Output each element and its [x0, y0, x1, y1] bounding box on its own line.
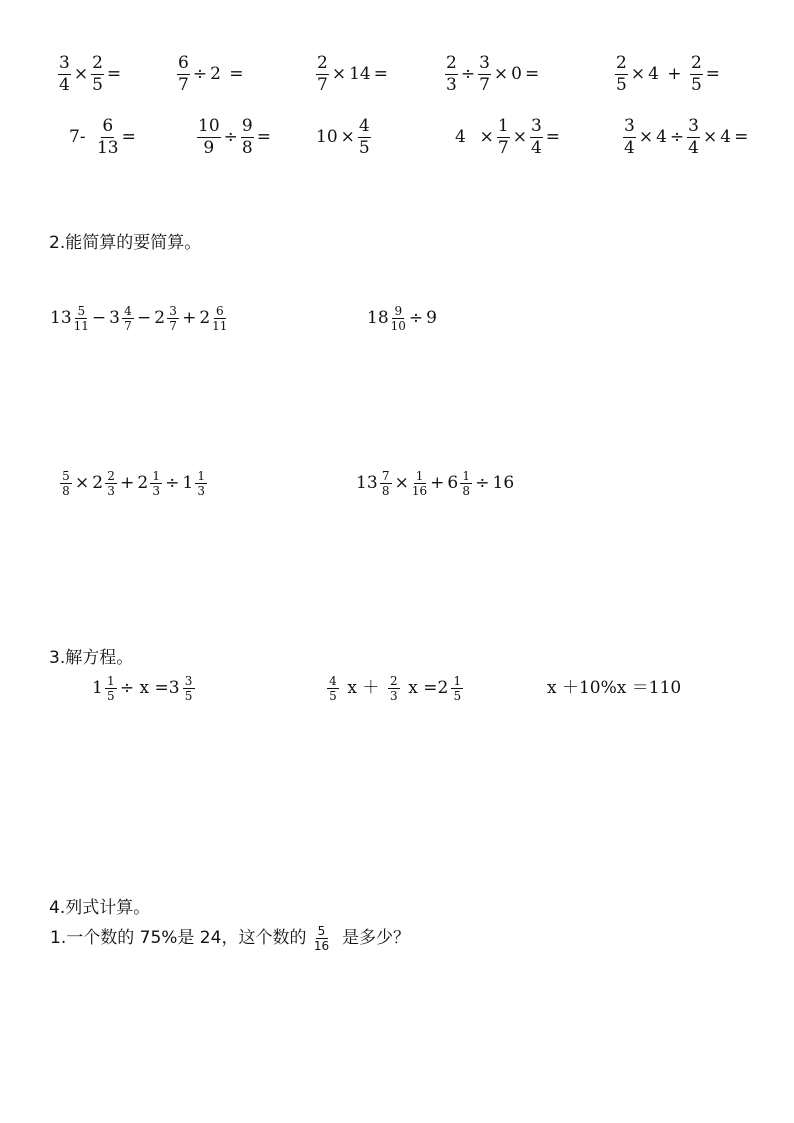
denominator: 5: [616, 75, 627, 95]
fraction: [195, 470, 207, 497]
number: 2: [137, 473, 149, 493]
denominator: 7: [497, 138, 509, 158]
operator: ×: [340, 127, 355, 147]
number: 6: [447, 473, 459, 493]
fraction: [478, 55, 491, 94]
numerator: 10: [198, 116, 220, 136]
numerator: 1: [497, 116, 509, 136]
fraction: [623, 118, 636, 157]
number: 13: [356, 473, 378, 493]
numerator: 2: [317, 53, 328, 73]
fraction: [687, 118, 700, 157]
operator: ×: [75, 473, 90, 493]
denominator: 13: [96, 138, 119, 158]
numerator: 5: [60, 470, 72, 484]
expr-r1-5: [614, 55, 722, 94]
number: 是多少？: [331, 928, 410, 948]
operator: =: [524, 64, 540, 84]
denominator: 5: [184, 689, 193, 703]
operator: ×: [512, 127, 527, 147]
numerator: 2: [690, 53, 702, 73]
equation-1: [91, 675, 196, 702]
fraction: [380, 470, 392, 497]
number: 4: [455, 127, 466, 147]
simplify-expr-4: [355, 470, 515, 497]
expr-r1-2: [176, 55, 246, 94]
fraction: [530, 118, 543, 157]
operator: =: [106, 64, 122, 84]
fraction: [150, 470, 162, 497]
fraction: [212, 305, 227, 332]
numerator: 4: [358, 116, 370, 136]
fraction: [316, 55, 329, 94]
fraction: [412, 470, 427, 497]
denominator: 5: [358, 138, 370, 158]
numerator: 3: [59, 53, 70, 73]
expr-r2-5: [622, 118, 750, 157]
operator: ÷: [192, 64, 208, 84]
numerator: 2: [446, 53, 457, 73]
section-4-title: 4.列式计算。: [49, 898, 151, 918]
denominator: 10: [390, 319, 406, 333]
expr-r2-1: [68, 118, 138, 157]
fraction: [60, 470, 72, 497]
operator: ÷: [165, 473, 180, 493]
denominator: 11: [212, 319, 228, 333]
denominator: 7: [178, 75, 189, 95]
operator: +: [182, 308, 197, 328]
numerator: 1: [150, 470, 162, 484]
simplify-expr-2: [366, 305, 438, 332]
denominator: 8: [62, 484, 70, 498]
numerator: 1: [414, 470, 426, 484]
numerator: 4: [327, 675, 339, 689]
denominator: 7: [169, 319, 177, 333]
numerator: 1: [195, 470, 207, 484]
fraction: [197, 118, 221, 157]
fraction: [58, 55, 71, 94]
number: 7-: [69, 127, 86, 147]
denominator: 11: [73, 319, 89, 333]
operator: ×: [394, 473, 409, 493]
denominator: 8: [462, 484, 471, 498]
number: 14: [349, 64, 371, 84]
denominator: 16: [313, 939, 330, 953]
numerator: 3: [624, 116, 635, 136]
numerator: 1: [460, 470, 472, 484]
number: 9: [426, 308, 437, 328]
operator: +: [430, 473, 445, 493]
denominator: 3: [389, 689, 398, 703]
fraction: [327, 675, 339, 702]
fraction: [388, 675, 400, 702]
number: 2: [210, 64, 221, 84]
operator: +: [661, 64, 687, 84]
fraction: [314, 925, 329, 952]
number: 4: [656, 127, 667, 147]
numerator: 2: [105, 470, 117, 484]
number: 2: [154, 308, 166, 328]
operator: =: [545, 127, 561, 147]
denominator: 5: [329, 689, 337, 703]
numerator: 6: [178, 53, 189, 73]
numerator: 6: [214, 305, 226, 319]
fraction: [445, 55, 458, 94]
simplify-expr-1: [49, 305, 228, 332]
denominator: 3: [446, 75, 457, 95]
denominator: 3: [107, 484, 115, 498]
expr-r1-4: [444, 55, 541, 94]
number: 16: [492, 473, 515, 493]
number: 3: [109, 308, 120, 328]
expr-r2-4: [454, 118, 562, 157]
denominator: 8: [381, 484, 390, 498]
operator: =: [256, 127, 271, 147]
operator: =: [373, 64, 388, 84]
number: 18: [367, 308, 389, 328]
operator: ×: [638, 127, 654, 147]
section-2-title: 2.能简算的要简算。: [49, 233, 202, 253]
operator: ÷: [223, 127, 238, 147]
equation-2: [326, 675, 464, 702]
fraction: [167, 305, 179, 332]
denominator: 5: [453, 689, 462, 703]
operator: x ＋: [342, 678, 385, 698]
denominator: 5: [690, 75, 702, 95]
expr-r1-3: [315, 55, 390, 94]
denominator: 5: [92, 75, 103, 95]
number: 4: [648, 64, 659, 84]
numerator: 3: [530, 116, 542, 136]
operator: [89, 129, 94, 146]
number: 4: [720, 127, 732, 147]
operator: ÷: [460, 64, 476, 84]
fraction: [105, 675, 117, 702]
denominator: 3: [197, 484, 206, 498]
numerator: 2: [92, 53, 103, 73]
fraction: [97, 118, 119, 157]
denominator: 5: [107, 689, 115, 703]
operator: ÷: [475, 473, 490, 493]
operator: =: [705, 64, 721, 84]
denominator: 4: [530, 138, 542, 158]
number: 10: [316, 127, 338, 147]
fraction: [615, 55, 628, 94]
fraction: [183, 675, 195, 702]
number: 2: [92, 473, 104, 493]
denominator: 9: [203, 138, 215, 158]
fraction: [122, 305, 134, 332]
fraction: [74, 305, 89, 332]
denominator: 7: [124, 319, 132, 333]
numerator: 1: [451, 675, 463, 689]
denominator: 16: [411, 484, 428, 498]
fraction: [497, 118, 510, 157]
numerator: 2: [388, 675, 400, 689]
numerator: 5: [316, 925, 328, 939]
operator: x =2: [402, 678, 449, 698]
operator: −: [137, 308, 152, 328]
fraction: [91, 55, 104, 94]
numerator: 1: [105, 675, 117, 689]
operator: =: [223, 64, 244, 84]
operator: ×: [73, 64, 89, 84]
simplify-expr-3: [59, 470, 208, 497]
fraction: [358, 118, 371, 157]
numerator: 3: [183, 675, 195, 689]
fraction: [177, 55, 190, 94]
numerator: 7: [380, 470, 392, 484]
numerator: 3: [167, 305, 179, 319]
section-3-title: 3.解方程。: [49, 648, 134, 668]
operator: +: [120, 473, 135, 493]
fraction: [460, 470, 472, 497]
operator: ×: [331, 64, 347, 84]
number: 2: [199, 308, 211, 328]
operator: ÷: [669, 127, 685, 147]
operator: ÷: [408, 308, 424, 328]
denominator: 3: [152, 484, 160, 498]
operator: =: [121, 127, 136, 147]
numerator: 9: [392, 305, 404, 319]
numerator: 9: [241, 116, 253, 136]
number: 1.一个数的 75%是 24，这个数的: [50, 928, 312, 948]
operator: ×: [468, 127, 494, 147]
expr-r1-1: [57, 55, 123, 94]
numerator: 4: [122, 305, 134, 319]
fraction: [690, 55, 703, 94]
numerator: 6: [102, 116, 114, 136]
expr-r2-3: [315, 118, 372, 157]
fraction: [241, 118, 254, 157]
numerator: 3: [479, 53, 490, 73]
expr-r2-2: [196, 118, 273, 157]
equation-3: [546, 680, 682, 697]
denominator: 4: [624, 138, 635, 158]
operator: −: [91, 308, 107, 328]
number: 13: [50, 308, 72, 328]
operator: ÷ x =3: [119, 678, 180, 698]
fraction: [451, 675, 463, 702]
number: 1: [182, 473, 194, 493]
denominator: 8: [241, 138, 253, 158]
operator: ×: [493, 64, 509, 84]
numerator: 5: [75, 305, 87, 319]
numerator: 2: [616, 53, 627, 73]
numerator: 3: [688, 116, 699, 136]
denominator: 4: [688, 138, 699, 158]
fraction: [105, 470, 117, 497]
number: x ＋10%x ＝110: [547, 678, 682, 698]
number: 1: [92, 678, 103, 698]
fraction: [391, 305, 406, 332]
operator: =: [734, 127, 749, 147]
denominator: 7: [479, 75, 490, 95]
operator: ×: [630, 64, 646, 84]
operator: ×: [702, 127, 718, 147]
number: 0: [511, 64, 522, 84]
word-problem-1: [49, 925, 411, 952]
denominator: 4: [59, 75, 70, 95]
denominator: 7: [317, 75, 328, 95]
